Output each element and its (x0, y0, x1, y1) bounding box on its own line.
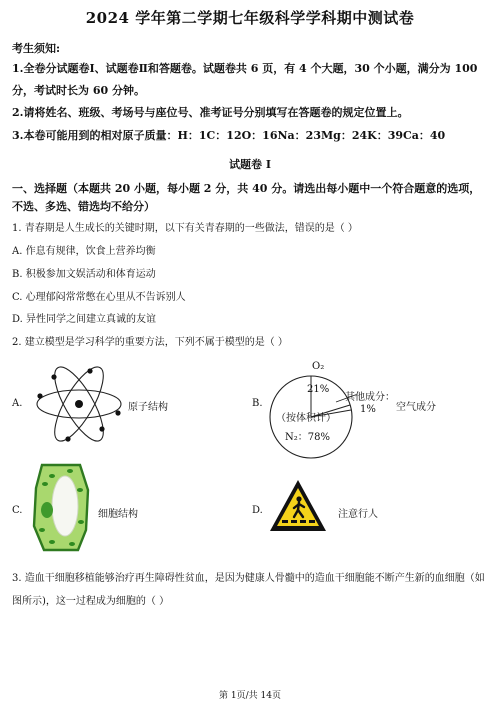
part1-heading: 一、选择题（本题共 20 小题，每小题 2 分，共 40 分。请选出每小题中一个符合题意的选项， (12, 182, 481, 195)
electron (87, 368, 92, 373)
q2-option-b-letter: B. (252, 398, 263, 409)
notice-item-2: 2.请将姓名、班级、考场号与座位号、准考证号分别填写在答题卷的规定位置上。 (12, 106, 409, 119)
notice-item-3: 3.本卷可能用到的相对原子质量：H：1C：12O：16Na：23Mg：24K：39Ca：40 (12, 129, 446, 142)
notice-heading: 考生须知: (12, 42, 61, 55)
q2-option-a-letter: A. (12, 398, 23, 409)
notice-item-1: 1.全卷分试题卷Ⅰ、试题卷Ⅱ和答题卷。试题卷共 6 页，有 4 个大题，30 个小题，满分为 100 (12, 62, 478, 75)
q3-stem-cont: 图所示)，这一过程成为细胞的（ ） (12, 596, 170, 607)
atom-structure-figure (32, 363, 127, 445)
q2-option-d-letter: D. (252, 505, 263, 516)
part1-heading-cont: 不选、多选、错选均不给分） (12, 200, 155, 213)
chloroplast (78, 520, 84, 524)
chloroplast (49, 540, 55, 544)
q2-option-d-caption: 注意行人 (338, 509, 378, 520)
q3-stem: 3. 造血干细胞移植能够治疗再生障碍性贫血，是因为健康人骨髓中的造血干细胞能不断产生新的血细胞（如 (12, 573, 485, 584)
notice-item-1-cont: 分，考试时长为 60 分钟。 (12, 84, 145, 97)
chloroplast (49, 474, 55, 478)
page-title: 2024 学年第二学期七年级科学学科期中测试卷 (85, 9, 415, 27)
nucleus (41, 502, 53, 518)
chloroplast (69, 542, 75, 546)
chloroplast (67, 469, 73, 473)
pie-n2-label: N₂：78% (285, 432, 330, 443)
page-footer: 第 1页/共 14页 (219, 691, 281, 701)
chloroplast (42, 482, 48, 486)
section-title: 试题卷 I (229, 158, 271, 171)
electron (99, 426, 104, 431)
crosswalk-stripe (300, 520, 306, 523)
chloroplast (77, 488, 83, 492)
pie-other-percent: 1% (360, 404, 376, 415)
crosswalk-stripe (309, 520, 315, 523)
pie-other-label: 其他成分： (345, 392, 395, 403)
q1-option-a: A. 作息有规律，饮食上营养均衡 (12, 246, 156, 257)
pie-o2-label: O₂ (312, 361, 325, 372)
pedestrian-warning-sign-icon (268, 478, 328, 534)
crosswalk-stripe (291, 520, 297, 523)
q2-option-c-caption: 细胞结构 (98, 509, 138, 520)
pie-volume-note: （按体积计） (276, 413, 336, 424)
q1-option-d: D. 异性同学之间建立真诚的友谊 (12, 314, 157, 325)
electron (37, 393, 42, 398)
electron (51, 374, 56, 379)
plant-cell-figure (30, 460, 92, 554)
chloroplast (39, 528, 45, 532)
q2-option-b-caption: 空气成分 (396, 402, 436, 413)
q2-option-c-letter: C. (12, 505, 23, 516)
electron (115, 410, 120, 415)
atomic-nucleus (75, 400, 83, 408)
q2-stem: 2. 建立模型是学习科学的重要方法，下列不属于模型的是（ ） (12, 337, 288, 348)
q1-option-b: B. 积极参加文娱活动和体育运动 (12, 269, 156, 280)
pie-o2-percent: 21% (307, 384, 330, 395)
q1-option-c: C. 心理郁闷常常憋在心里从不告诉别人 (12, 292, 186, 303)
q1-stem: 1. 青春期是人生成长的关键时期，以下有关青春期的一些做法，错误的是（ ） (12, 223, 358, 234)
q2-option-a-caption: 原子结构 (128, 402, 168, 413)
crosswalk-stripe (282, 520, 288, 523)
electron (65, 436, 70, 441)
vacuole (52, 476, 78, 536)
